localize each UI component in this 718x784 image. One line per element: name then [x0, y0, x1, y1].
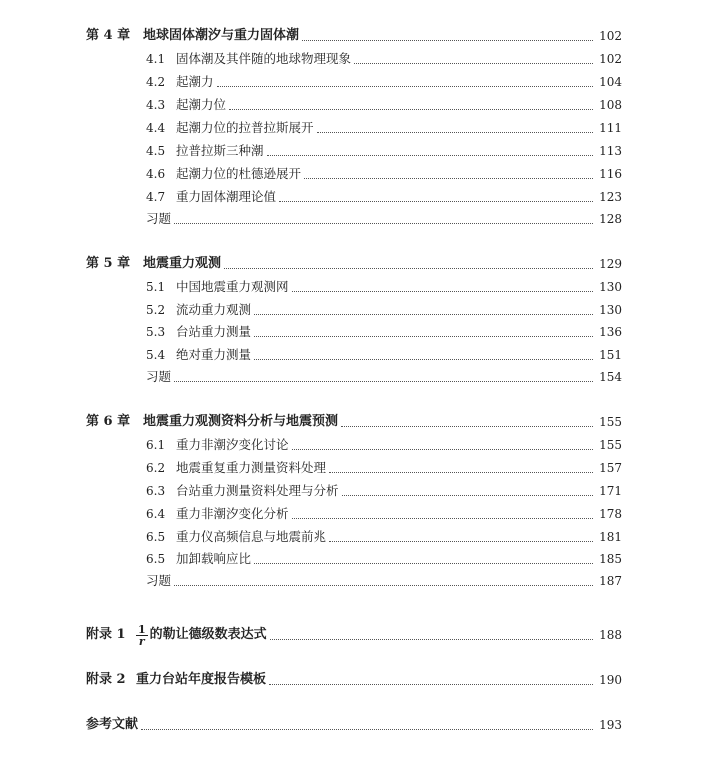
appendix-1-entry[interactable]: [0, 623, 718, 648]
section-title: 中国地震重力观测网: [176, 279, 289, 294]
references-entry[interactable]: [0, 715, 718, 735]
section-number: 6.4: [146, 507, 166, 521]
dot-leader: [329, 471, 593, 473]
references-title: 参考文献: [86, 717, 139, 732]
chapter-6-exercises-entry[interactable]: [0, 571, 718, 591]
dot-leader: [279, 200, 593, 202]
page-number: 185: [599, 552, 622, 566]
section-number: 5.3: [146, 325, 166, 339]
section-number: 6.2: [146, 461, 166, 475]
page-number: 108: [599, 98, 622, 112]
section-number: 4.7: [146, 190, 166, 204]
dot-leader: [342, 494, 593, 496]
section-title: 流动重力观测: [176, 302, 252, 317]
dot-leader: [354, 62, 593, 64]
section-4-4-entry[interactable]: [0, 118, 718, 138]
exercises-title: 习题: [146, 573, 172, 588]
page-number: 130: [599, 280, 622, 294]
section-6-4-entry[interactable]: [0, 504, 718, 524]
section-title: 地震重复重力测量资料处理: [176, 460, 327, 475]
section-number: 6.3: [146, 484, 166, 498]
page-number: 155: [599, 415, 622, 429]
section-title: 起潮力位的拉普拉斯展开: [176, 120, 314, 135]
section-5-3-entry[interactable]: [0, 322, 718, 342]
section-number: 4.5: [146, 144, 166, 158]
section-number: 4.4: [146, 121, 166, 135]
page-number: 151: [599, 348, 622, 362]
exercises-title: 习题: [146, 369, 172, 384]
section-5-2-entry[interactable]: [0, 300, 718, 320]
section-number: 4.3: [146, 98, 166, 112]
page-number: 136: [599, 325, 622, 339]
section-5-4-entry[interactable]: [0, 345, 718, 365]
dot-leader: [174, 380, 593, 382]
page-number: 154: [599, 370, 622, 384]
section-title: 重力仪高频信息与地震前兆: [176, 529, 327, 544]
page-number: 116: [599, 167, 622, 181]
page-number: 113: [599, 144, 622, 158]
dot-leader: [269, 683, 593, 685]
section-title: 重力固体潮理论值: [176, 189, 277, 204]
dot-leader: [270, 638, 593, 640]
chapter-title: 地球固体潮汐与重力固体潮: [143, 28, 300, 43]
dot-leader: [229, 108, 593, 110]
page-number: 188: [599, 628, 622, 642]
chapter-number: 第 4 章: [86, 28, 131, 43]
page-number: 181: [599, 530, 622, 544]
dot-leader: [317, 131, 593, 133]
section-4-6-entry[interactable]: [0, 164, 718, 184]
section-5-1-entry[interactable]: [0, 277, 718, 297]
fraction-numerator: 1: [138, 623, 146, 636]
dot-leader: [254, 335, 593, 337]
section-title: 重力非潮汐变化分析: [176, 506, 289, 521]
appendix-title: 重力台站年度报告模板: [136, 672, 267, 687]
dot-leader: [141, 728, 593, 730]
section-6-2-entry[interactable]: [0, 458, 718, 478]
section-number: 4.1: [146, 52, 166, 66]
section-6-1-entry[interactable]: [0, 435, 718, 455]
section-number: 6.1: [146, 438, 166, 452]
exercises-title: 习题: [146, 211, 172, 226]
section-4-3-entry[interactable]: [0, 95, 718, 115]
chapter-5-exercises-entry[interactable]: [0, 367, 718, 387]
chapter-4-exercises-entry[interactable]: [0, 209, 718, 229]
section-title: 起潮力位的杜德逊展开: [176, 166, 302, 181]
dot-leader: [302, 39, 593, 41]
chapter-6-entry[interactable]: [0, 412, 718, 432]
page-number: 187: [599, 574, 622, 588]
dot-leader: [292, 517, 593, 519]
dot-leader: [254, 358, 593, 360]
dot-leader: [341, 425, 593, 427]
appendix-title: [136, 622, 267, 648]
section-title: 起潮力: [176, 74, 214, 89]
section-number: 6.5: [146, 530, 166, 544]
dot-leader: [329, 540, 593, 542]
section-number: 6.5: [146, 552, 166, 566]
chapter-number: 第 5 章: [86, 256, 131, 271]
section-title: 台站重力测量资料处理与分析: [176, 483, 339, 498]
dot-leader: [254, 313, 593, 315]
appendix-2-entry[interactable]: [0, 670, 718, 690]
section-title: 固体潮及其伴随的地球物理现象: [176, 51, 352, 66]
page-number: 111: [599, 121, 622, 135]
dot-leader: [224, 267, 593, 269]
dot-leader: [292, 448, 593, 450]
page-number: 123: [599, 190, 622, 204]
chapter-4-entry[interactable]: [0, 26, 718, 46]
dot-leader: [304, 177, 593, 179]
section-number: 5.1: [146, 280, 166, 294]
page-number: 129: [599, 257, 622, 271]
chapter-5-entry[interactable]: [0, 254, 718, 274]
section-6-5-entry[interactable]: [0, 527, 718, 547]
section-title: 绝对重力测量: [176, 347, 252, 362]
section-number: 5.2: [146, 303, 166, 317]
page-number: 193: [599, 718, 622, 732]
page-number: 190: [599, 673, 622, 687]
section-4-2-entry[interactable]: [0, 72, 718, 92]
dot-leader: [292, 290, 593, 292]
page-number: 102: [599, 52, 622, 66]
section-4-7-entry[interactable]: [0, 187, 718, 207]
section-number: 4.2: [146, 75, 166, 89]
dot-leader: [174, 222, 593, 224]
chapter-title: 地震重力观测资料分析与地震预测: [143, 414, 339, 429]
page-number: 157: [599, 461, 622, 475]
page-number: 178: [599, 507, 622, 521]
chapter-number: 第 6 章: [86, 414, 131, 429]
page-number: 171: [599, 484, 622, 498]
section-6-6-entry[interactable]: [0, 549, 718, 569]
dot-leader: [174, 584, 593, 586]
appendix-number: 附录 1: [86, 627, 126, 642]
page-number: 104: [599, 75, 622, 89]
dot-leader: [254, 562, 593, 564]
fraction: [136, 624, 148, 647]
section-title: 台站重力测量: [176, 324, 252, 339]
page-number: 130: [599, 303, 622, 317]
section-title: 重力非潮汐变化讨论: [176, 437, 289, 452]
section-4-5-entry[interactable]: [0, 141, 718, 161]
section-6-3-entry[interactable]: [0, 481, 718, 501]
section-title: 起潮力位: [176, 97, 227, 112]
section-number: 4.6: [146, 167, 166, 181]
page-number: 102: [599, 29, 622, 43]
page-number: 155: [599, 438, 622, 452]
chapter-title: 地震重力观测: [143, 256, 222, 271]
fraction-denominator: r: [138, 635, 145, 648]
dot-leader: [217, 85, 593, 87]
appendix-number: 附录 2: [86, 672, 126, 687]
page-number: 128: [599, 212, 622, 226]
section-title: 加卸载响应比: [176, 551, 252, 566]
section-number: 5.4: [146, 348, 166, 362]
section-title: 拉普拉斯三种潮: [176, 143, 264, 158]
section-4-1-entry[interactable]: [0, 49, 718, 69]
appendix-title-text: 的勒让德级数表达式: [149, 627, 267, 642]
dot-leader: [267, 154, 593, 156]
